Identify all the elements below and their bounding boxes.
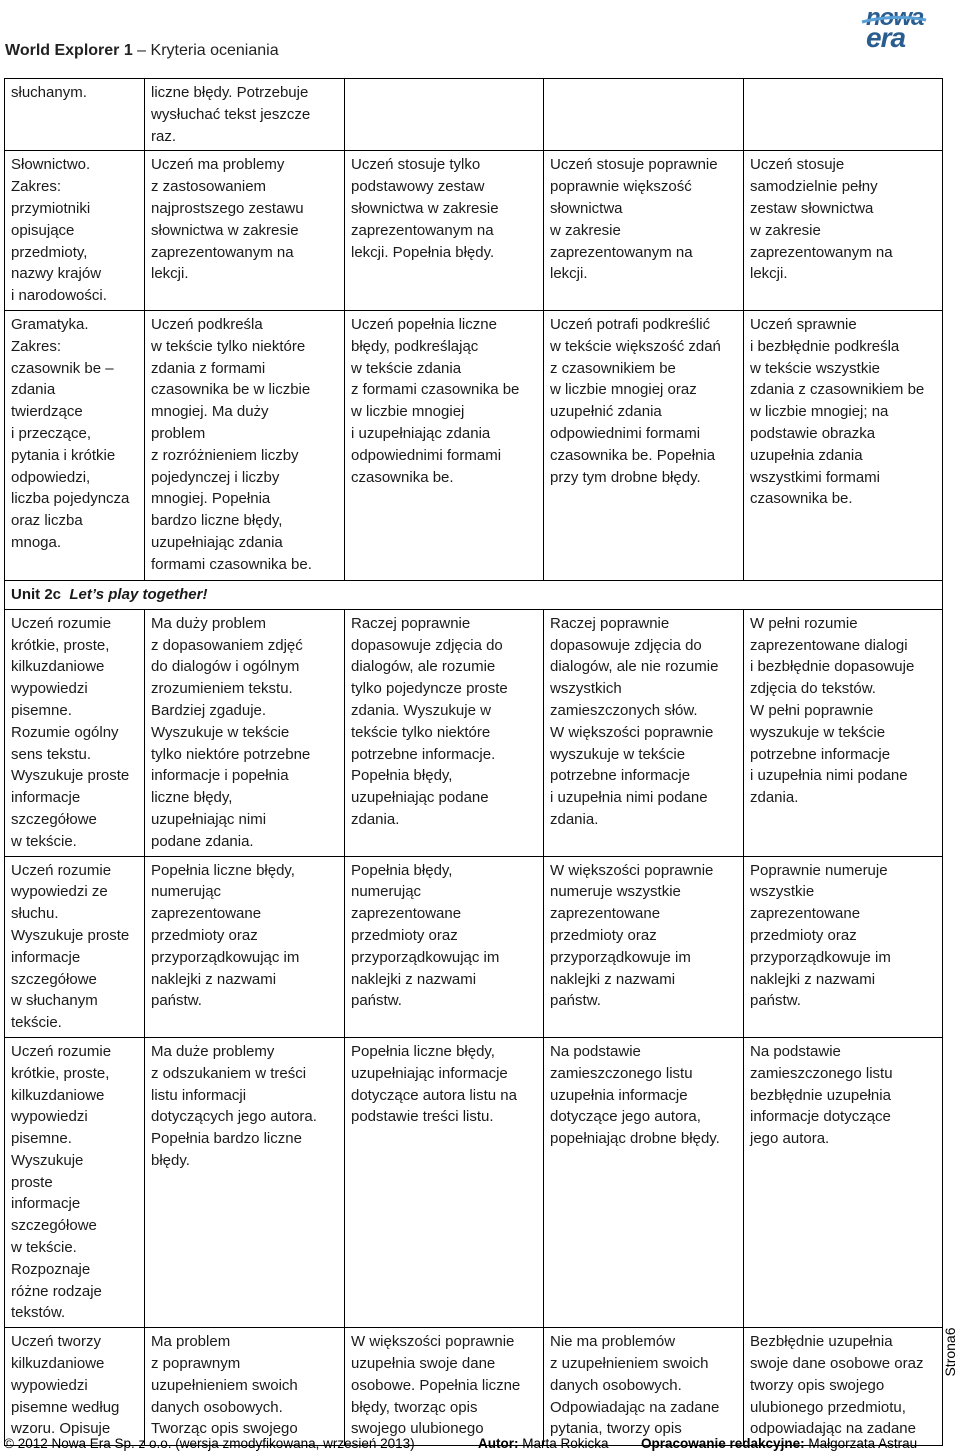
table-row bbox=[5, 856, 943, 1037]
grade-cell: liczne błędy. Potrzebuje wysłuchać tekst jeszcze raz. bbox=[145, 79, 345, 151]
author-label: Autor: bbox=[478, 1436, 519, 1451]
grade-cell: Poprawnie numeruje wszystkie zaprezentowane przedmioty oraz przyporządkowuje im naklejki z nazwami państw. bbox=[744, 856, 943, 1037]
nowa-era-logo bbox=[860, 4, 930, 54]
grade-cell: Popełnia liczne błędy, uzupełniając informacje dotyczące autora listu na podstawie treści listu. bbox=[345, 1037, 544, 1327]
table-row bbox=[5, 1328, 943, 1446]
grade-cell: Ma duże problemy z odszukaniem w treści listu informacji dotyczących jego autora. Popełnia bardzo liczne błędy. bbox=[145, 1037, 345, 1327]
skill-cell: Gramatyka. Zakres: czasownik be – zdania twierdzące i przeczące, pytania i krótkie odpowiedzi, liczba pojedyncza oraz liczba mnoga. bbox=[5, 310, 145, 580]
skill-cell: Uczeń rozumie krótkie, proste, kilkuzdaniowe wypowiedzi pisemne. Wyszukuje proste informacje szczegółowe w tekście. Rozpoznaje różne rodzaje tekstów. bbox=[5, 1037, 145, 1327]
skill-cell: Uczeń rozumie wypowiedzi ze słuchu. Wyszukuje proste informacje szczegółowe w słuchanym tekście. bbox=[5, 856, 145, 1037]
author-name: Marta Rokicka bbox=[518, 1436, 609, 1451]
grade-cell: Uczeń stosuje samodzielnie pełny zestaw słownictwa w zakresie zaprezentowanym na lekcji. bbox=[744, 151, 943, 311]
table-row bbox=[5, 310, 943, 580]
grade-cell: Na podstawie zamieszczonego listu bezbłędnie uzupełnia informacje dotyczące jego autora. bbox=[744, 1037, 943, 1327]
copyright-text: © 2012 Nowa Era Sp. z o.o. (wersja zmodyfikowana, wrzesień 2013) bbox=[4, 1436, 415, 1451]
editor-label: Opracowanie redakcyjne: bbox=[641, 1436, 805, 1451]
unit-heading bbox=[5, 580, 943, 609]
grade-cell: Popełnia błędy, numerując zaprezentowane przedmioty oraz przyporządkowując im naklejki z nazwami państw. bbox=[345, 856, 544, 1037]
author-credit bbox=[478, 1436, 609, 1451]
skill-cell: Słownictwo. Zakres: przymiotniki opisujące przedmioty, nazwy krajów i narodowości. bbox=[5, 151, 145, 311]
editor-credit bbox=[641, 1436, 917, 1451]
unit-label: Unit 2c bbox=[11, 585, 62, 603]
unit-header-row bbox=[5, 580, 943, 609]
grade-cell: Uczeń potrafi podkreślić w tekście większość zdań z czasownikiem be w liczbie mnogiej oraz uzupełnić zdania odpowiednimi formami czasownika be. Popełnia przy tym drobne błędy. bbox=[544, 310, 744, 580]
grade-cell bbox=[744, 79, 943, 151]
grade-cell: Bezbłędnie uzupełnia swoje dane osobowe oraz tworzy opis swojego ulubionego przedmiotu, odpowiadając na zadane bbox=[744, 1328, 943, 1446]
criteria-table bbox=[4, 78, 943, 1446]
grade-cell: Uczeń sprawnie i bezbłędnie podkreśla w tekście wszystkie zdania z czasownikiem be w liczbie mnogiej; na podstawie obrazka uzupełnia zdania wszystkimi formami czasownika be. bbox=[744, 310, 943, 580]
table-row bbox=[5, 79, 943, 151]
skill-cell: słuchanym. bbox=[5, 79, 145, 151]
document-title bbox=[5, 42, 279, 60]
logo-text-nowa: nowa bbox=[866, 4, 924, 31]
grade-cell: Uczeń stosuje poprawnie poprawnie większość słownictwa w zakresie zaprezentowanym na lekcji. bbox=[544, 151, 744, 311]
skill-cell: Uczeń rozumie krótkie, proste, kilkuzdaniowe wypowiedzi pisemne. Rozumie ogólny sens tekstu. Wyszukuje proste informacje szczegółowe w tekście. bbox=[5, 609, 145, 856]
grade-cell: Ma duży problem z dopasowaniem zdjęć do dialogów i ogólnym zrozumieniem tekstu. Bardziej zgaduje. Wyszukuje w tekście tylko niektóre potrzebne informacje i popełnia liczne błędy, uzupełniając nimi podane zdania. bbox=[145, 609, 345, 856]
page-number-side bbox=[936, 1310, 960, 1400]
grade-cell: Ma problem z poprawnym uzupełnieniem swoich danych osobowych. Tworząc opis swojego bbox=[145, 1328, 345, 1446]
grade-cell: Uczeń popełnia liczne błędy, podkreślając w tekście zdania z formami czasownika be w liczbie mnogiej i uzupełniając zdania odpowiednimi formami czasownika be. bbox=[345, 310, 544, 580]
page-number-label: Strona6 bbox=[942, 1327, 958, 1377]
grade-cell bbox=[345, 79, 544, 151]
table-row bbox=[5, 609, 943, 856]
grade-cell: Uczeń podkreśla w tekście tylko niektóre zdania z formami czasownika be w liczbie mnogiej. Ma duży problem z rozróżnieniem liczby pojedynczej i liczby mnogiej. Popełnia bardzo liczne błędy, uzupełniając zdania formami czasownika be. bbox=[145, 310, 345, 580]
grade-cell: W pełni rozumie zaprezentowane dialogi i bezbłędnie dopasowuje zdjęcia do tekstów. W pełni poprawnie wyszukuje w tekście potrzebne informacje i uzupełnia nimi podane zdania. bbox=[744, 609, 943, 856]
logo-text-era: era bbox=[866, 22, 906, 53]
grade-cell: Uczeń ma problemy z zastosowaniem najprostszego zestawu słownictwa w zakresie zaprezentowanym na lekcji. bbox=[145, 151, 345, 311]
editor-name: Małgorzata Astrau bbox=[804, 1436, 918, 1451]
table-row bbox=[5, 1037, 943, 1327]
unit-title: Let’s play together! bbox=[69, 585, 208, 603]
table-row bbox=[5, 151, 943, 311]
document-subtitle: – Kryteria oceniania bbox=[132, 42, 279, 59]
grade-cell: W większości poprawnie uzupełnia swoje dane osobowe. Popełnia liczne błędy, tworząc opis swojego ulubionego bbox=[345, 1328, 544, 1446]
skill-cell: Uczeń tworzy kilkuzdaniowe wypowiedzi pisemne według wzoru. Opisuje bbox=[5, 1328, 145, 1446]
grade-cell: Raczej poprawnie dopasowuje zdjęcia do dialogów, ale nie rozumie wszystkich zamieszczonych słów. W większości poprawnie wyszukuje w tekście potrzebne informacje i uzupełnia nimi podane zdania. bbox=[544, 609, 744, 856]
grade-cell: Na podstawie zamieszczonego listu uzupełnia informacje dotyczące jego autora, popełniając drobne błędy. bbox=[544, 1037, 744, 1327]
grade-cell: Nie ma problemów z uzupełnieniem swoich danych osobowych. Odpowiadając na zadane pytania, tworzy opis bbox=[544, 1328, 744, 1446]
page-footer bbox=[0, 1432, 960, 1454]
grade-cell bbox=[544, 79, 744, 151]
grade-cell: Popełnia liczne błędy, numerując zaprezentowane przedmioty oraz przyporządkowując im naklejki z nazwami państw. bbox=[145, 856, 345, 1037]
grade-cell: W większości poprawnie numeruje wszystkie zaprezentowane przedmioty oraz przyporządkowuje im naklejki z nazwami państw. bbox=[544, 856, 744, 1037]
series-title: World Explorer 1 bbox=[5, 42, 133, 59]
grade-cell: Uczeń stosuje tylko podstawowy zestaw słownictwa w zakresie zaprezentowanym na lekcji. Popełnia błędy. bbox=[345, 151, 544, 311]
grade-cell: Raczej poprawnie dopasowuje zdjęcia do dialogów, ale rozumie tylko pojedyncze proste zdania. Wyszukuje w tekście tylko niektóre potrzebne informacje. Popełnia błędy, uzupełniając podane zdania. bbox=[345, 609, 544, 856]
